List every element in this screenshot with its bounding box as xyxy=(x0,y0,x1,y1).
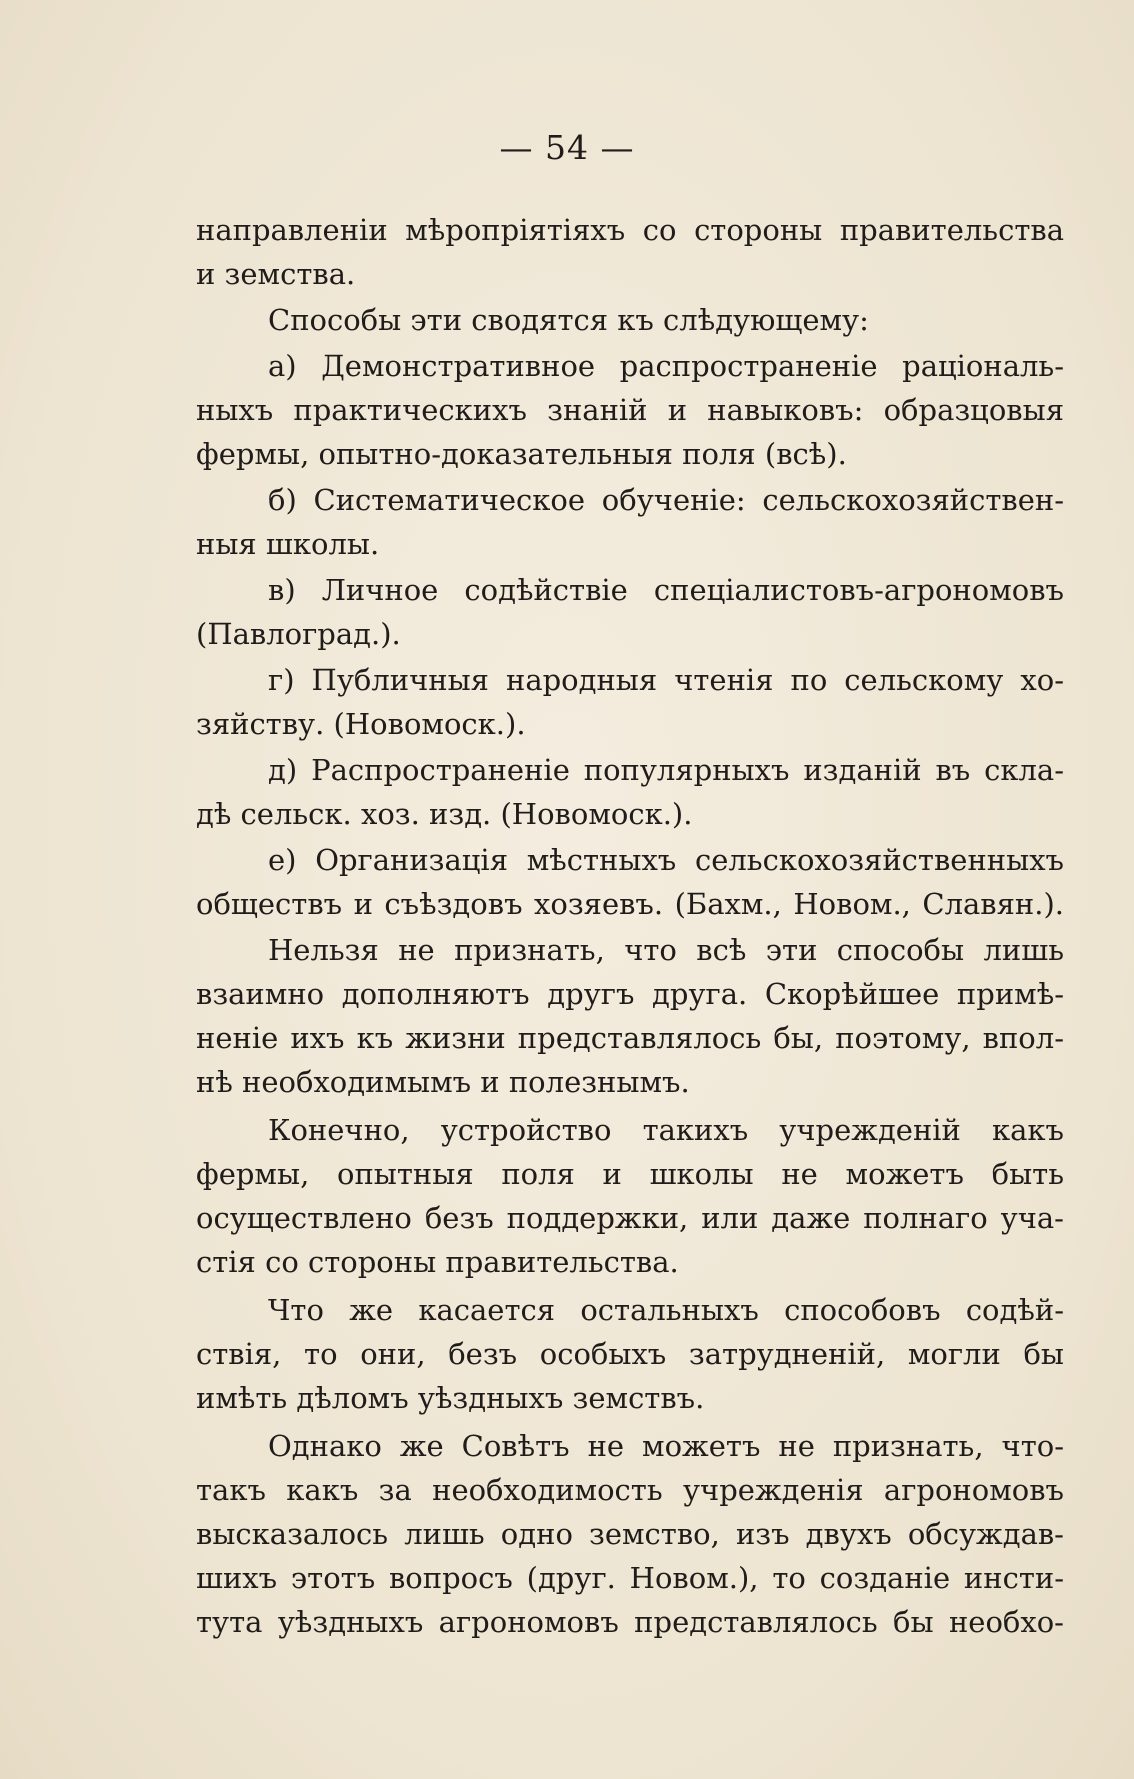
text-line: б) Систематическое обученіе: сельскохозяйствен- xyxy=(268,483,1064,517)
text-line: г) Публичныя народныя чтенія по сельскому хо- xyxy=(268,663,1064,697)
text-line: ныя школы. xyxy=(196,527,380,561)
text-line: фермы, опытныя поля и школы не можетъ быть xyxy=(196,1157,1064,1191)
text-line: Нельзя не признать, что всѣ эти способы лишь xyxy=(268,933,1064,967)
text-line: Способы эти сводятся къ слѣдующему: xyxy=(268,303,869,337)
text-line: высказалось лишь одно земство, изъ двухъ обсуждав- xyxy=(196,1517,1064,1551)
text-line: дѣ сельск. хоз. изд. (Новомоск.). xyxy=(196,797,693,831)
text-line: неніе ихъ къ жизни представлялось бы, поэтому, впол- xyxy=(196,1021,1064,1055)
text-line: и земства. xyxy=(196,257,356,291)
text-line: шихъ этотъ вопросъ (друг. Новом.), то созданіе инсти- xyxy=(196,1561,1064,1595)
text-line: осуществлено безъ поддержки, или даже полнаго уча- xyxy=(196,1201,1064,1235)
text-line: Однако же Совѣтъ не можетъ не признать, что- xyxy=(268,1429,1064,1463)
text-line: фермы, опытно-доказательныя поля (всѣ). xyxy=(196,437,847,471)
text-line: зяйству. (Новомоск.). xyxy=(196,707,526,741)
text-line: обществъ и съѣздовъ хозяевъ. (Бахм., Новом., Славян.). xyxy=(196,887,1064,921)
body-text xyxy=(196,208,1064,1644)
text-line: д) Распространеніе популярныхъ изданій въ скла- xyxy=(268,753,1064,787)
text-line: взаимно дополняютъ другъ друга. Скорѣйшее примѣ- xyxy=(196,977,1064,1011)
text-line: (Павлоград.). xyxy=(196,617,401,651)
text-line: а) Демонстративное распространеніе раціональ- xyxy=(268,349,1064,383)
text-line: стія со стороны правительства. xyxy=(196,1245,679,1279)
text-line: е) Организація мѣстныхъ сельскохозяйственныхъ xyxy=(268,843,1064,877)
text-line: ствія, то они, безъ особыхъ затрудненій, могли бы xyxy=(196,1337,1064,1371)
text-line: такъ какъ за необходимость учрежденія агрономовъ xyxy=(196,1473,1064,1507)
text-line: нѣ необходимымъ и полезнымъ. xyxy=(196,1065,690,1099)
text-line: ныхъ практическихъ знаній и навыковъ: образцовыя xyxy=(196,393,1064,427)
text-line: в) Личное содѣйствіе спеціалистовъ-агрономовъ xyxy=(268,573,1064,607)
page-number: — 54 — xyxy=(499,128,635,167)
text-line: тута уѣздныхъ агрономовъ представлялось бы необхо- xyxy=(196,1605,1064,1639)
text-line: Конечно, устройство такихъ учрежденій какъ xyxy=(268,1113,1064,1147)
text-line: имѣть дѣломъ уѣздныхъ земствъ. xyxy=(196,1381,705,1415)
text-line: направленіи мѣропріятіяхъ со стороны правительства xyxy=(196,213,1064,247)
text-line: Что же касается остальныхъ способовъ содѣй- xyxy=(268,1293,1064,1327)
